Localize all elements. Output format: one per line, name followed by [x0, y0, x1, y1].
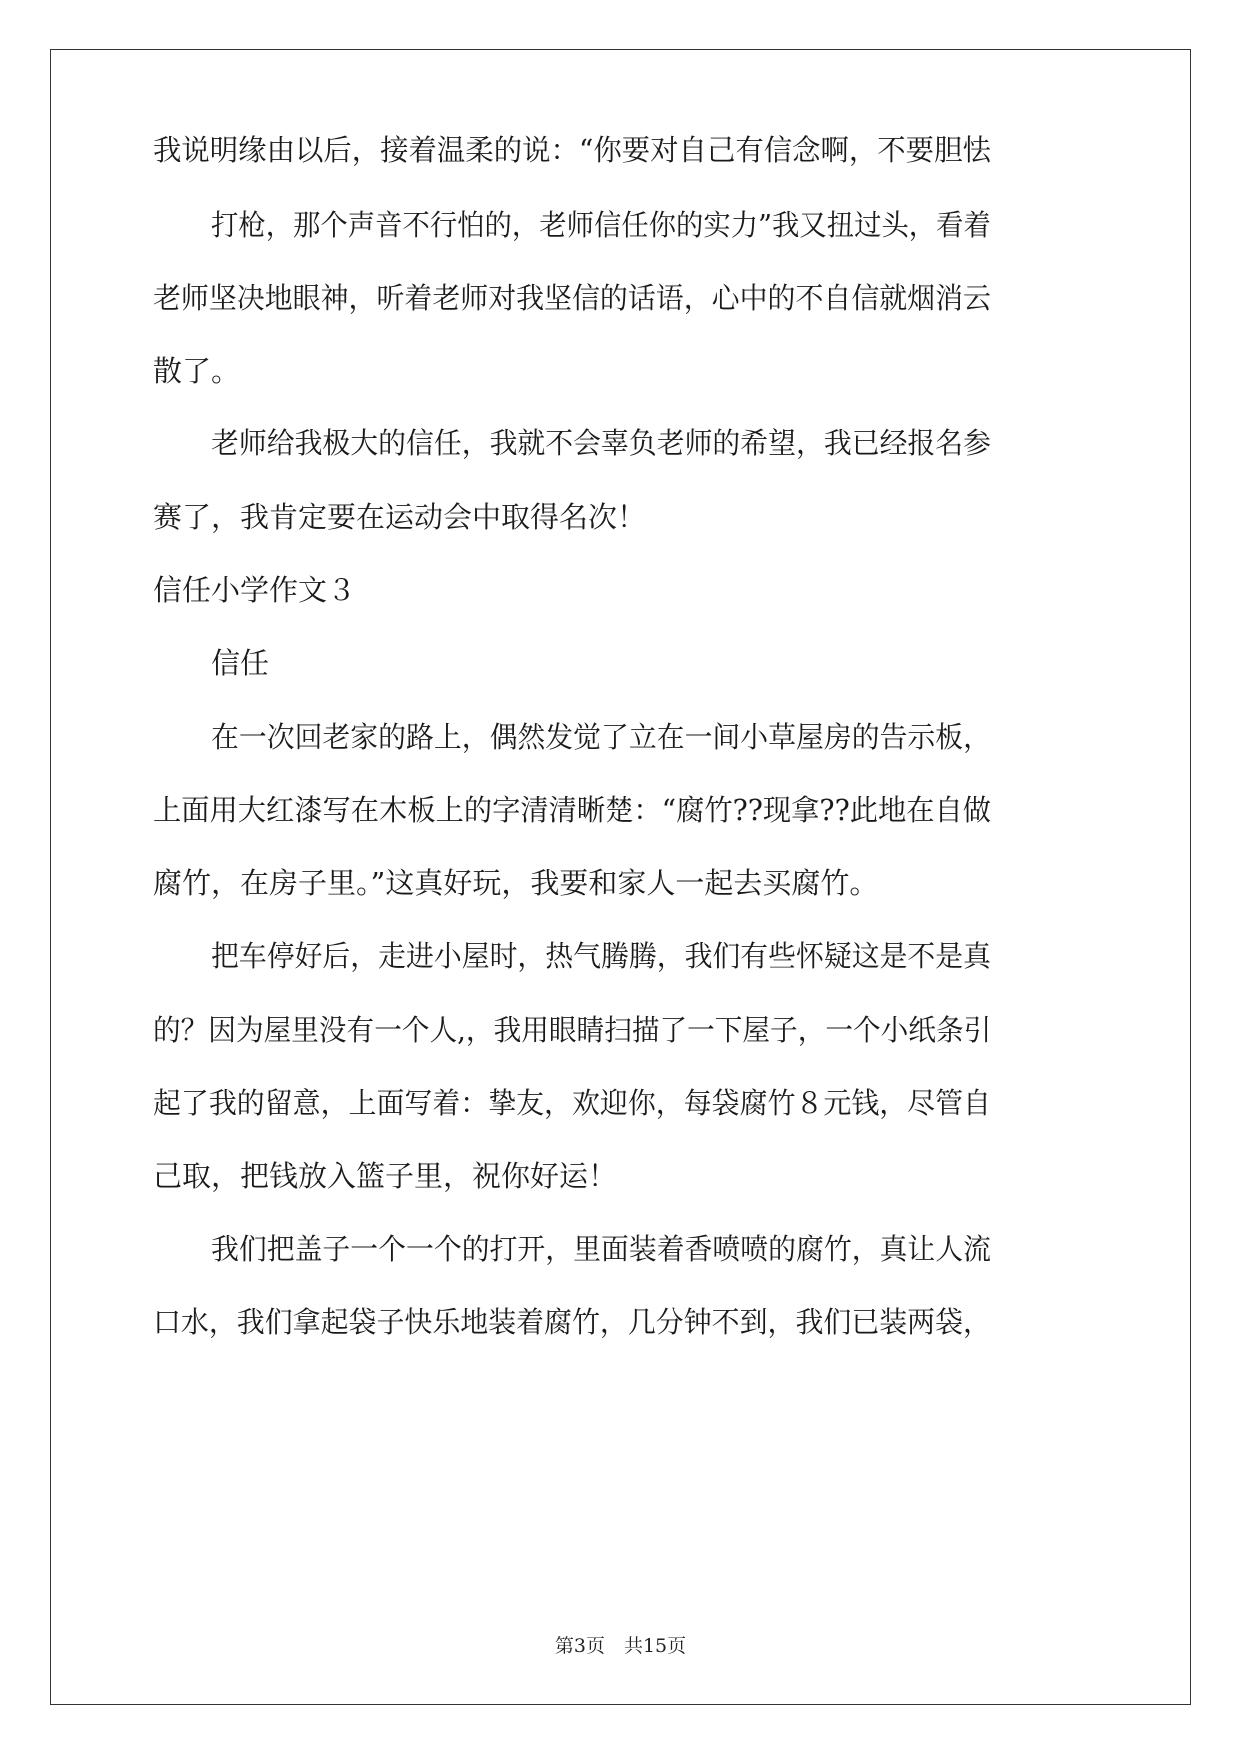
paragraph-line: 腐竹，在房子里。”这真好玩，我要和家人一起去买腐竹。: [153, 866, 879, 900]
paragraph-line: 己取，把钱放入篮子里，祝你好运！: [153, 1159, 618, 1193]
paragraph-line: 的？因为屋里没有一个人,，我用眼睛扫描了一下屋子，一个小纸条引: [153, 1013, 992, 1047]
paragraph-line: 打枪，那个声音不行怕的，老师信任你的实力”我又扭过头，看着: [211, 208, 991, 242]
paragraph-line: 我们把盖子一个一个的打开，里面装着香喷喷的腐竹，真让人流: [211, 1232, 992, 1266]
essay-title: 信任: [211, 646, 270, 680]
paragraph-line: 上面用大红漆写在木板上的字清清晰楚：“腐竹??现拿??此地在自做: [153, 793, 992, 827]
paragraph-line: 赛了，我肯定要在运动会中取得名次！: [153, 500, 647, 534]
paragraph-line: 老师给我极大的信任，我就不会辜负老师的希望，我已经报名参: [211, 426, 992, 460]
paragraph-line: 散了。: [153, 354, 241, 388]
paragraph-line: 我说明缘由以后，接着温柔的说：“你要对自己有信念啊，不要胆怯: [153, 133, 991, 167]
section-heading: 信任小学作文３: [153, 573, 357, 607]
page-footer: 第3页 共15页: [554, 1635, 687, 1657]
paragraph-line: 起了我的留意，上面写着：挚友，欢迎你，每袋腐竹８元钱，尽管自: [153, 1086, 991, 1120]
paragraph-line: 在一次回老家的路上，偶然发觉了立在一间小草屋房的告示板，: [211, 720, 992, 754]
paragraph-line: 老师坚决地眼神，听着老师对我坚信的话语，心中的不自信就烟消云: [153, 281, 991, 315]
paragraph-line: 把车停好后，走进小屋时，热气腾腾，我们有些怀疑这是不是真: [211, 939, 992, 973]
paragraph-line: 口水，我们拿起袋子快乐地装着腐竹，几分钟不到，我们已装两袋，: [153, 1305, 991, 1339]
